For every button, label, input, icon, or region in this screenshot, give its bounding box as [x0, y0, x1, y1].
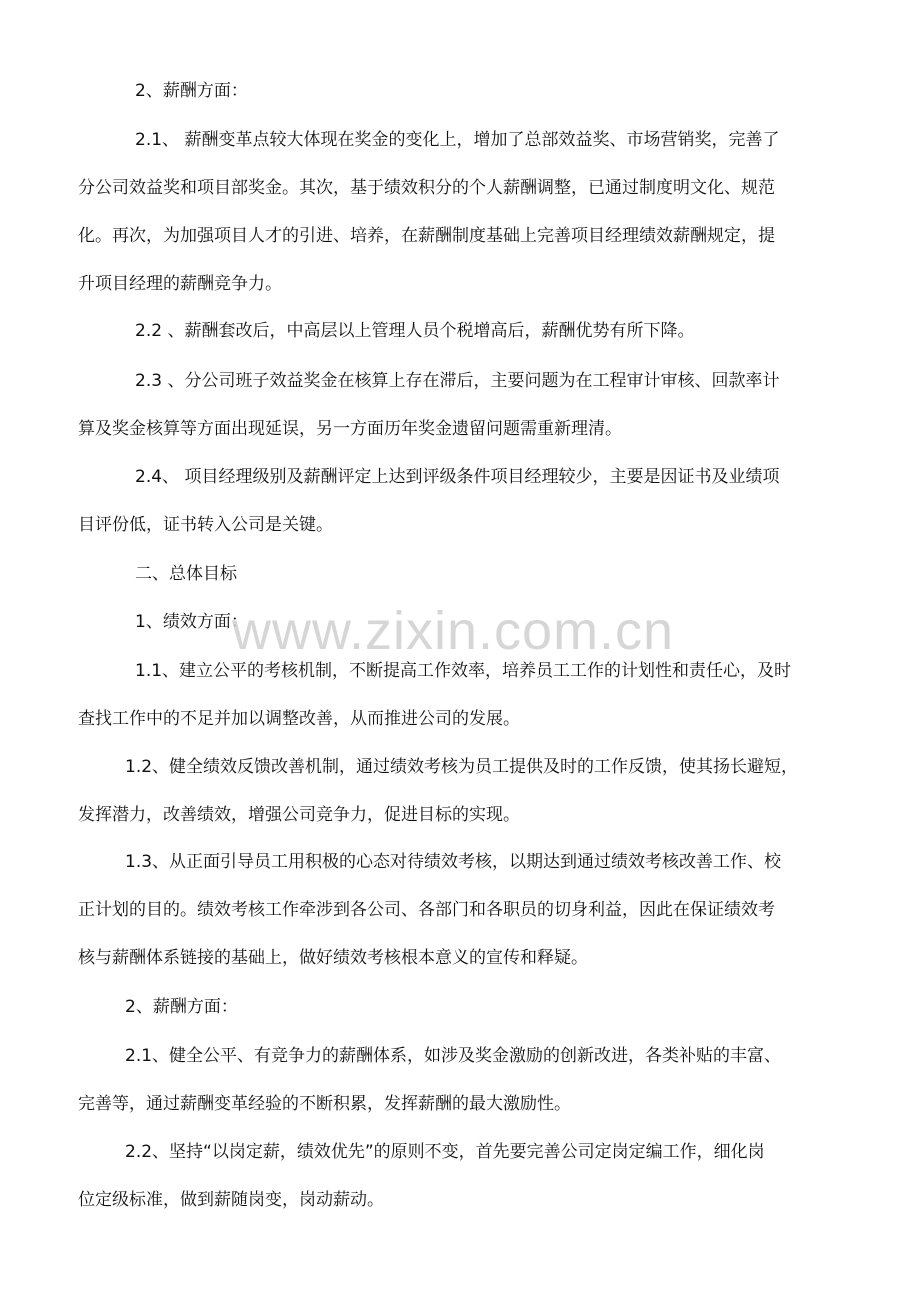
paragraph — [78, 67, 848, 115]
paragraph — [78, 357, 848, 453]
text-line: 2.1、 薪酬变革点较大体现在奖金的变化上，增加了总部效益奖、市场营销奖，完善了 — [135, 130, 780, 150]
text-line: 2.1、健全公平、有竞争力的薪酬体系，如涉及奖金激励的创新改进，各类补贴的丰富、 — [125, 1046, 782, 1066]
text-line: 1.2、健全绩效反馈改善机制，通过绩效考核为员工提供及时的工作反馈，使其扬长避短， — [125, 757, 799, 777]
text-line: 查找工作中的不足并加以调整改善，从而推进公司的发展。 — [78, 709, 520, 729]
text-line: 升项目经理的薪酬竞争力。 — [78, 274, 282, 294]
text-line: 化。再次，为加强项目人才的引进、培养，在薪酬制度基础上完善项目经理绩效薪酬规定，提 — [78, 226, 775, 246]
text-line: 目评份低，证书转入公司是关键。 — [78, 515, 333, 535]
text-line: 二、总体目标 — [135, 564, 237, 584]
paragraph — [78, 1128, 848, 1224]
text-line: 1、绩效方面： — [135, 612, 248, 632]
text-line: 1.1、建立公平的考核机制，不断提高工作效率，培养员工工作的计划性和责任心，及时 — [135, 661, 792, 681]
text-line: 1.3、从正面引导员工用积极的心态对待绩效考核，以期达到通过绩效考核改善工作、校 — [125, 852, 782, 872]
text-line: 2.2 、薪酬套改后，中高层以上管理人员个税增高后，薪酬优势有所下降。 — [135, 321, 695, 341]
text-line: 正计划的目的。绩效考核工作牵涉到各公司、各部门和各职员的切身利益，因此在保证绩效考 — [78, 900, 775, 920]
text-line: 位定级标准，做到薪随岗变，岗动薪动。 — [78, 1190, 384, 1210]
paragraph — [78, 838, 848, 982]
paragraph — [78, 983, 848, 1031]
paragraph — [78, 743, 848, 839]
paragraph — [78, 307, 848, 355]
text-line: 核与薪酬体系链接的基础上，做好绩效考核根本意义的宣传和释疑。 — [78, 948, 588, 968]
text-line: 2.2、坚持“以岗定薪，绩效优先”的原则不变，首先要完善公司定岗定编工作，细化岗 — [125, 1142, 765, 1162]
text-line: 完善等，通过薪酬变革经验的不断积累，发挥薪酬的最大激励性。 — [78, 1094, 571, 1114]
paragraph — [78, 453, 848, 549]
text-line: 2、薪酬方面： — [125, 997, 238, 1017]
text-line: 2、薪酬方面： — [135, 81, 248, 101]
paragraph — [78, 1032, 848, 1128]
text-line: 分公司效益奖和项目部奖金。其次，基于绩效积分的个人薪酬调整，已通过制度明文化、规范 — [78, 178, 775, 198]
text-line: 2.4、 项目经理级别及薪酬评定上达到评级条件项目经理较少，主要是因证书及业绩项 — [135, 467, 780, 487]
watermark: www.zixin.com.cn — [232, 601, 675, 661]
section-heading — [78, 550, 848, 598]
text-line: 算及奖金核算等方面出现延误，另一方面历年奖金遗留问题需重新理清。 — [78, 419, 622, 439]
text-line: 2.3 、分公司班子效益奖金在核算上存在滞后，主要问题为在工程审计审核、回款率计 — [135, 371, 780, 391]
text-line: 发挥潜力，改善绩效，增强公司竞争力，促进目标的实现。 — [78, 805, 520, 825]
paragraph — [78, 116, 848, 308]
